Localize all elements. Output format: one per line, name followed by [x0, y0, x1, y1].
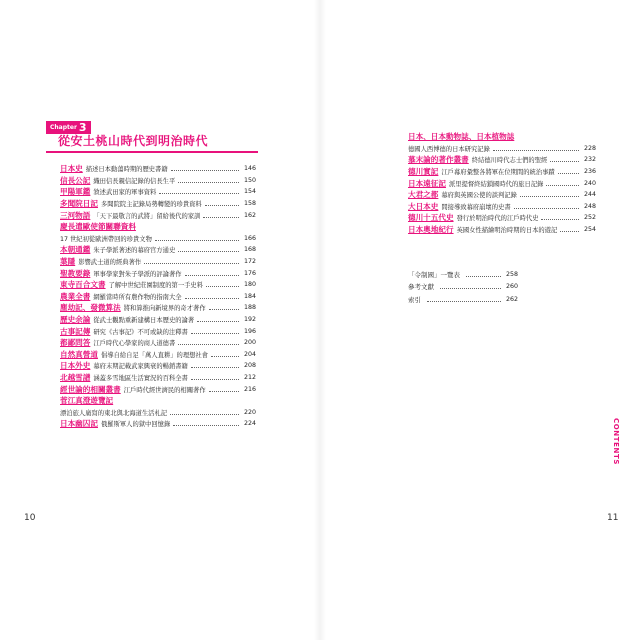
chapter-tag-number: 3 [78, 121, 87, 134]
toc-entry-page: 236 [583, 168, 596, 176]
dot-leader [560, 231, 579, 232]
toc-entry-description: 了解中世紀莊園制度的第一手史料 [108, 282, 204, 290]
toc-entry-page: 224 [243, 420, 256, 428]
toc-entry-page: 212 [243, 373, 256, 381]
dot-leader [159, 193, 239, 194]
toc-entry-page: 260 [505, 283, 518, 291]
toc-entry-title: 菅江真澄遊覽記 [60, 396, 114, 406]
toc-entry-page: 176 [243, 269, 256, 277]
toc-entry-description: 幕府與英國公使的談判記錄 [441, 192, 517, 200]
toc-entry-title: 慕末論的著作叢書 [408, 155, 469, 165]
toc-entry-page: 188 [243, 304, 256, 312]
toc-entry-description: 江戶時代經世濟民的相關著作 [123, 386, 206, 394]
toc-entry[interactable] [60, 233, 256, 245]
toc-entry-description: 涵蓋多雪地區生活實況的百科全書 [93, 374, 188, 382]
dot-leader [191, 333, 239, 334]
toc-entry[interactable] [60, 314, 256, 326]
dot-leader [493, 150, 579, 151]
toc-entry-description: 研究《古事記》不可或缺的注釋書 [93, 328, 188, 336]
dot-leader [191, 379, 239, 380]
toc-entry[interactable] [408, 224, 596, 236]
toc-entry-page: 252 [583, 214, 596, 222]
toc-entry-title: 塵劫記、發微算法 [60, 303, 121, 313]
dot-leader [171, 170, 239, 171]
page-number-left: 10 [24, 513, 36, 523]
chapter-rule [46, 151, 258, 153]
dot-leader [206, 286, 239, 287]
toc-entry-page: 172 [243, 258, 256, 266]
dot-leader [211, 356, 239, 357]
dot-leader [155, 240, 239, 241]
toc-entry-title: 葉隱 [60, 257, 76, 267]
toc-entry-title: 日本、日本動物誌、日本植物誌 [408, 132, 515, 142]
dot-leader [550, 161, 579, 162]
toc-entry-page: 248 [583, 202, 596, 210]
toc-entry-description: 敘述武田家的軍事資料 [93, 189, 157, 197]
toc-entry-page: 162 [243, 211, 256, 219]
toc-entry-description: 多聞院院主記錄局勢轉變的珍貴資料 [100, 201, 202, 209]
toc-entry[interactable] [60, 349, 256, 361]
toc-entry-page: 200 [243, 339, 256, 347]
toc-entry[interactable] [60, 267, 256, 279]
toc-entry-title: 慶長遣歐使節關聯資料 [60, 222, 136, 232]
toc-entry-page: 208 [243, 362, 256, 370]
toc-entry[interactable] [60, 372, 256, 384]
dot-leader [520, 196, 579, 197]
toc-entry[interactable] [60, 418, 256, 430]
toc-entry-title: 日本史 [60, 164, 83, 174]
toc-entry-page: 244 [583, 191, 596, 199]
toc-entry-title: 歷史余論 [60, 315, 91, 325]
toc-entry-title: 聖教要錄 [60, 268, 91, 278]
toc-entry-description: 倡導自給自足「萬人直耕」的理想社會 [100, 351, 209, 359]
toc-entry-title: 日本奧地紀行 [408, 225, 454, 235]
toc-entry-title: 農業全書 [60, 291, 91, 301]
toc-entry-description: 描述日本動蕩時期的歷史書籍 [85, 166, 168, 174]
toc-entry-description: 17 世紀初從歐洲帶回的珍貴文物 [60, 235, 152, 243]
toc-entry-description: 從武士觀點重新建構日本歷史的論著 [93, 317, 195, 325]
toc-entry-description: 發行於明治時代的江戶時代史 [456, 215, 539, 223]
dot-leader [541, 219, 579, 220]
toc-entry-page: 168 [243, 246, 256, 254]
toc-entry-title: 本朝通鑑 [60, 245, 91, 255]
dot-leader [178, 251, 239, 252]
toc-entry[interactable] [408, 212, 596, 224]
toc-entry-page: 158 [243, 200, 256, 208]
toc-entry[interactable] [60, 406, 256, 418]
toc-entry-title: 日本遠征記 [408, 178, 446, 188]
toc-entry-title: 參考文獻 [408, 283, 434, 292]
toc-entry[interactable] [60, 360, 256, 372]
toc-entry-title: 古事記傳 [60, 326, 91, 336]
toc-entry[interactable] [60, 244, 256, 256]
toc-entry-page: 262 [505, 295, 518, 303]
dot-leader [197, 321, 239, 322]
toc-entry-page: 146 [243, 165, 256, 173]
toc-entry-description: 將和算推向新境界的奇才著作 [123, 305, 206, 313]
toc-entry-page: 232 [583, 156, 596, 164]
chapter-tag-label: Chapter [50, 124, 77, 131]
dot-leader [191, 367, 239, 368]
toc-entry-page: 196 [243, 327, 256, 335]
toc-entry-title: 信長公記 [60, 175, 91, 185]
toc-entry-page: 254 [583, 226, 596, 234]
dot-leader [178, 182, 239, 183]
toc-entry[interactable] [60, 395, 256, 407]
toc-entry-title: 日本幽囚記 [60, 419, 98, 429]
toc-entry[interactable] [408, 131, 596, 143]
toc-entry[interactable] [60, 383, 256, 395]
toc-entry[interactable] [408, 143, 596, 155]
chapter-title: 從安土桃山時代到明治時代 [58, 134, 209, 148]
dot-leader [427, 301, 501, 302]
toc-entry-page: 240 [583, 179, 596, 187]
toc-entry-page: 192 [243, 316, 256, 324]
toc-entry-title: 大君之都 [408, 190, 439, 200]
toc-entry-page: 216 [243, 385, 256, 393]
toc-entry[interactable] [408, 268, 518, 281]
toc-appendix-list [408, 268, 518, 306]
dot-leader [173, 425, 239, 426]
toc-entry-page: 228 [583, 144, 596, 152]
toc-entry-description: 間接導致幕府崩壞的史書 [441, 203, 511, 211]
gutter-shadow [314, 0, 326, 640]
dot-leader [209, 309, 239, 310]
toc-entry[interactable] [60, 291, 256, 303]
toc-entry-description: 俄羅斯軍人的獄中回憶錄 [100, 421, 171, 429]
toc-entry-title: 德川十五代史 [408, 213, 454, 223]
toc-entry[interactable] [60, 186, 256, 198]
toc-entry[interactable] [60, 221, 256, 233]
toc-entry-title: 東寺百合文書 [60, 280, 106, 290]
toc-entry-description: 江戶幕府彙整各將軍在位期間的統治事蹟 [441, 169, 555, 177]
toc-entry[interactable] [60, 198, 256, 210]
toc-entry[interactable] [60, 163, 256, 175]
dot-leader [178, 344, 239, 345]
toc-entry[interactable] [60, 337, 256, 349]
toc-entry[interactable] [60, 279, 256, 291]
toc-entry-title: 經世論的相關叢書 [60, 384, 121, 394]
toc-entry[interactable] [60, 209, 256, 221]
dot-leader [185, 298, 239, 299]
toc-entry[interactable] [408, 177, 596, 189]
toc-entry[interactable] [60, 302, 256, 314]
chapter-header [46, 121, 258, 153]
dot-leader [170, 414, 239, 415]
toc-entry-description: 英國女性描繪明治時期的日本的遊記 [456, 227, 558, 235]
toc-entry-title: 三河物語 [60, 210, 91, 220]
toc-entry-description: 影響武士道的經典著作 [78, 259, 142, 267]
toc-right-list [408, 131, 596, 235]
toc-entry-page: 184 [243, 292, 256, 300]
toc-entry[interactable] [408, 166, 596, 178]
toc-entry-title: 日本外史 [60, 361, 91, 371]
dot-leader [185, 275, 239, 276]
toc-entry[interactable] [408, 189, 596, 201]
toc-entry-description: 德國人西博德的日本研究記錄 [408, 145, 490, 153]
toc-entry-title: 甲陽軍鑑 [60, 187, 91, 197]
toc-entry[interactable] [60, 256, 256, 268]
dot-leader [205, 205, 239, 206]
dot-leader [144, 263, 239, 264]
toc-entry-description: 織田信長親信記錄的信長生平 [93, 177, 176, 185]
toc-entry-title: 德川實記 [408, 167, 439, 177]
dot-leader [440, 288, 501, 289]
dot-leader [558, 173, 579, 174]
toc-entry-title: 自然真營道 [60, 349, 98, 359]
toc-entry-description: 幕府末期記載武家興衰的暢銷書籍 [93, 363, 188, 371]
toc-entry-description: 終結德川時代志士們的聖經 [471, 157, 548, 165]
toc-entry-page: 204 [243, 350, 256, 358]
toc-entry[interactable] [408, 201, 596, 213]
toc-entry-page: 150 [243, 176, 256, 184]
toc-entry-title: 大日本史 [408, 201, 439, 211]
toc-entry-title: 北越雪譜 [60, 372, 91, 382]
toc-entry-page: 220 [243, 408, 256, 416]
toc-entry[interactable] [408, 281, 518, 294]
toc-entry-title: 都鄙問答 [60, 338, 91, 348]
toc-entry-title: 「令制國」一覽表 [408, 270, 460, 279]
toc-entry[interactable] [408, 293, 518, 306]
dot-leader [466, 276, 501, 277]
toc-entry[interactable] [60, 175, 256, 187]
toc-entry-description: 軍事學家對朱子學派的評論著作 [93, 270, 182, 278]
page-number-right: 11 [607, 513, 619, 523]
toc-entry-page: 166 [243, 234, 256, 242]
toc-entry-description: 派里提督終結鎖國時代的旅日記錄 [448, 180, 544, 188]
toc-entry[interactable] [60, 325, 256, 337]
toc-entry-description: 「天下最敬言的武將」留給後代的家訓 [93, 212, 201, 220]
toc-entry-title: 索引 [408, 295, 421, 304]
dot-leader [203, 217, 239, 218]
contents-side-label: CONTENTS [612, 418, 620, 465]
toc-entry-description: 朱子學派著述的幕府官方通史 [93, 247, 176, 255]
toc-entry-description: 漂泊旅人廣寫的東北與北海道生活札記 [60, 409, 168, 417]
toc-entry-page: 180 [243, 281, 256, 289]
toc-entry-description: 網羅當時所有農作物的指南大全 [93, 293, 182, 301]
toc-entry-page: 258 [505, 270, 518, 278]
toc-entry[interactable] [408, 154, 596, 166]
toc-entry-description: 江戶時代心學家的商人道德書 [93, 340, 176, 348]
dot-leader [209, 391, 239, 392]
toc-entry-page: 154 [243, 188, 256, 196]
dot-leader [546, 185, 579, 186]
dot-leader [514, 208, 579, 209]
toc-entry-title: 多聞院日記 [60, 199, 98, 209]
toc-left-list [60, 163, 256, 430]
